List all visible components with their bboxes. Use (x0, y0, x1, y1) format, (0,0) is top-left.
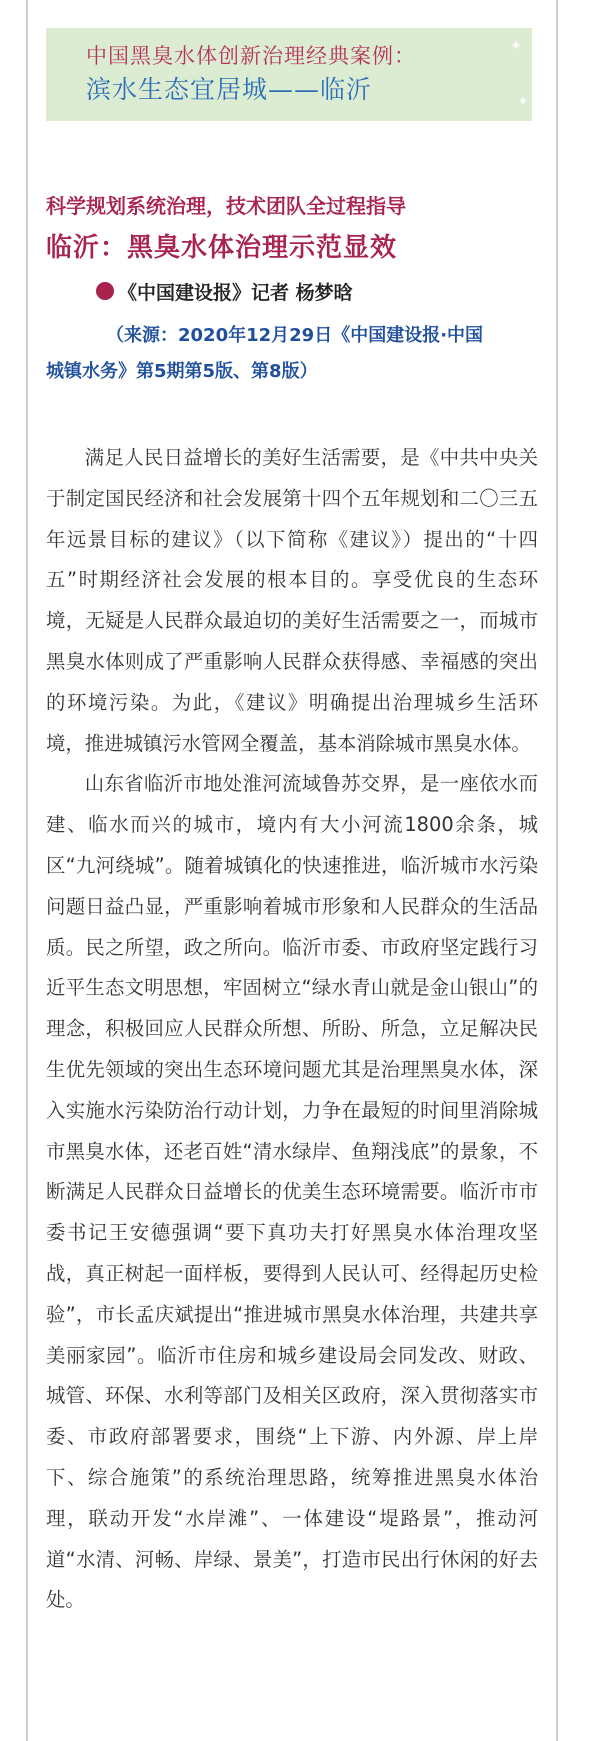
banner-city-title: 滨水生态宜居城——临沂 (86, 75, 373, 104)
article-body (46, 438, 538, 1621)
paragraph: 山东省临沂市地处淮河流域鲁苏交界，是一座依水而建、临水而兴的城市，境内有大小河流1800余条，城区“九河绕城”。随着城镇化的快速推进，临沂城市水污染问题日益凸显，严重影响着城市形象和人民群众的生活品质。民之所望，政之所向。临沂市委、市政府坚定践行习近平生态文明思想，牢固树立“绿水青山就是金山银山”的理念，积极回应人民群众所想、所盼、所急，立足解决民生优先领域的突出生态环境问题尤其是治理黑臭水体，深入实施水污染防治行动计划，力争在最短的时间里消除城市黑臭水体，还老百姓“清水绿岸、鱼翔浅底”的景象，不断满足人民群众日益增长的优美生态环境需要。临沂市市委书记王安德强调“要下真功夫打好黑臭水体治理攻坚战，真正树起一面样板，要得到人民认可、经得起历史检验”，市长孟庆斌提出“推进城市黑臭水体治理，共建共享美丽家园”。临沂市住房和城乡建设局会同发改、财政、城管、环保、水利等部门及相关区政府，深入贯彻落实市委、市政府部署要求，围绕“上下游、内外源、岸上岸下、综合施策”的系统治理思路，统筹推进黑臭水体治理，联动开发“水岸滩”、一体建设“堤路景”，推动河道“水清、河畅、岸绿、景美”，打造市民出行休闲的好去处。 (46, 772, 538, 1612)
sparkle-icon: ✦ (518, 94, 529, 108)
right-border-line (556, 0, 558, 1741)
byline (96, 276, 353, 306)
paragraph: 满足人民日益增长的美好生活需要，是《中共中央关于制定国民经济和社会发展第十四个五年规划和二〇三五年远景目标的建议》（以下简称《建议》）提出的“十四五”时期经济社会发展的根本目的。享受优良的生态环境，无疑是人民群众最迫切的美好生活需要之一，而城市黑臭水体则成了严重影响人民群众获得感、幸福感的突出的环境污染。为此，《建议》明确提出治理城乡生活环境，推进城镇污水管网全覆盖，基本消除城市黑臭水体。 (46, 446, 538, 755)
source-line-2: 城镇水务》第5期第5版、第8版） (46, 361, 318, 382)
article-title: 临沂：黑臭水体治理示范显效 (46, 233, 398, 263)
byline-text: 《中国建设报》记者 杨梦晗 (118, 281, 353, 304)
red-dot-icon (96, 282, 114, 300)
case-banner (46, 28, 532, 121)
sparkle-icon: ✦ (510, 38, 522, 54)
source-line-1: （来源：2020年12月29日《中国建设报·中国 (106, 325, 484, 346)
left-border-line (26, 0, 28, 1741)
article-subtitle: 科学规划系统治理，技术团队全过程指导 (46, 194, 406, 218)
banner-series-title: 中国黑臭水体创新治理经典案例： (86, 44, 416, 68)
source-note (46, 318, 546, 390)
